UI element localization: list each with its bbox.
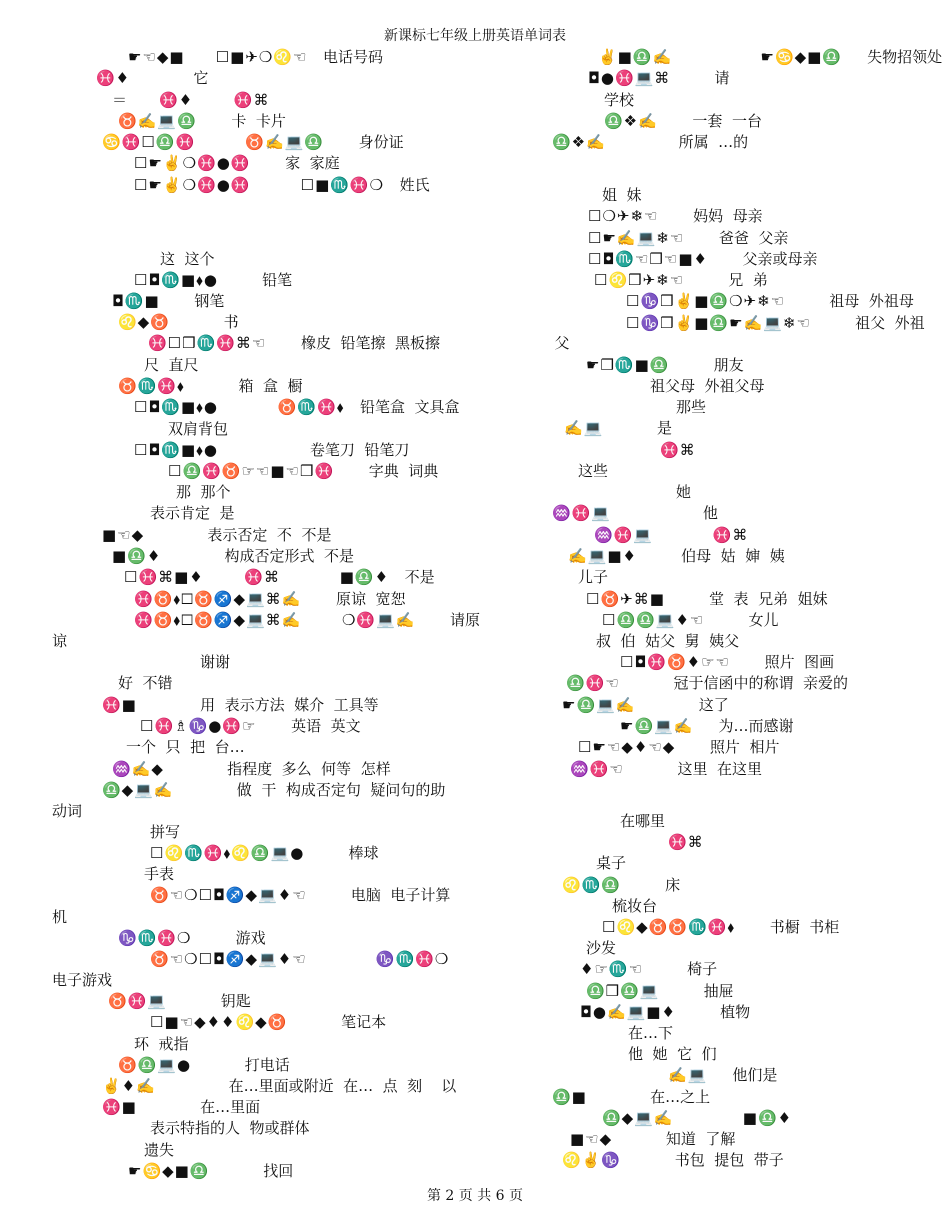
vocab-text: 一套 一台 bbox=[663, 112, 762, 130]
garbled-phonetic: ☐♎♓♉☞☜■☜❒♓ bbox=[168, 462, 335, 480]
garbled-phonetic: ♌✌♑ bbox=[562, 1151, 622, 1169]
vocab-text: 笔记本 bbox=[293, 1013, 387, 1031]
vocab-text: 他 她 它 们 bbox=[628, 1045, 717, 1063]
garbled-phonetic: ☛♋◆■♎ bbox=[760, 48, 843, 66]
vocab-text: 铅笔 bbox=[224, 271, 293, 289]
vocab-entry bbox=[112, 760, 397, 779]
vocab-entry bbox=[144, 865, 180, 884]
vocab-text bbox=[191, 48, 210, 66]
garbled-phonetic: ☐♓♗♑●♓☞ bbox=[140, 717, 257, 735]
garbled-phonetic: ♓☐❒♏♓⌘☜ bbox=[148, 334, 267, 352]
garbled-phonetic: ☐☛✌❍♓●♓ bbox=[134, 176, 251, 194]
vocab-text bbox=[256, 176, 294, 194]
garbled-phonetic: ♓♦ bbox=[96, 69, 131, 87]
vocab-text: 书包 提包 带子 bbox=[627, 1151, 784, 1169]
vocab-text: 箱 盒 橱 bbox=[190, 377, 303, 395]
vocab-entry bbox=[650, 377, 771, 396]
vocab-entry bbox=[118, 377, 309, 396]
vocab-entry bbox=[628, 1024, 679, 1043]
vocab-text: 请原 bbox=[421, 611, 481, 629]
vocab-text: 不是 bbox=[395, 568, 435, 586]
vocab-entry bbox=[150, 950, 455, 969]
vocab-text: 做 干 构成否定句 疑问句的助 bbox=[179, 781, 446, 799]
vocab-text bbox=[199, 91, 228, 109]
vocab-text: 在…里面或附近 在… 点 刻 以 bbox=[161, 1077, 457, 1095]
garbled-phonetic: ♓♦ bbox=[159, 91, 194, 109]
vocab-text: 谢谢 bbox=[200, 653, 231, 671]
vocab-text: 这 这个 bbox=[160, 250, 215, 268]
garbled-phonetic: ☐■✈❍♌☜ bbox=[215, 48, 308, 66]
vocab-text: 冠于信函中的称谓 亲爱的 bbox=[625, 674, 849, 692]
garbled-phonetic: ■♎♦ bbox=[339, 568, 390, 586]
vocab-entry bbox=[562, 876, 686, 895]
vocab-entry bbox=[580, 960, 723, 979]
vocab-text: 身份证 bbox=[330, 133, 404, 151]
vocab-text bbox=[224, 398, 272, 416]
vocab-text: 儿子 bbox=[578, 568, 609, 586]
vocab-entry bbox=[144, 356, 205, 375]
vocab-text: 学校 bbox=[604, 91, 635, 109]
garbled-phonetic: ◘●✍💻■♦ bbox=[580, 1003, 676, 1021]
vocab-entry bbox=[562, 696, 735, 715]
vocab-entry bbox=[676, 398, 712, 417]
vocab-entry bbox=[160, 250, 221, 269]
garbled-phonetic: ■♎♦ bbox=[112, 547, 162, 565]
vocab-entry bbox=[602, 918, 845, 937]
vocab-entry bbox=[144, 1141, 180, 1160]
vocab-entry bbox=[148, 334, 576, 353]
vocab-entry bbox=[620, 653, 840, 672]
vocab-entry bbox=[586, 939, 622, 958]
vocab-text: 家 家庭 bbox=[256, 154, 340, 172]
vocab-text: 沙发 bbox=[586, 939, 617, 957]
vocab-text: 伯母 姑 婶 姨 bbox=[642, 547, 785, 565]
vocab-entry bbox=[596, 632, 745, 651]
vocab-text: 在…下 bbox=[628, 1024, 674, 1042]
vocab-entry bbox=[176, 483, 237, 502]
garbled-phonetic: ◘●♓💻⌘ bbox=[588, 69, 671, 87]
vocab-text bbox=[286, 568, 334, 586]
vocab-entry bbox=[570, 760, 768, 779]
garbled-phonetic: ☐◘♓♉♦☞☜ bbox=[620, 653, 731, 671]
vocab-text: 橡皮 铅笔擦 黑板擦 父 bbox=[272, 334, 570, 352]
vocab-text: 他 bbox=[617, 504, 718, 522]
garbled-phonetic: ☛❒♏■♎ bbox=[586, 356, 670, 374]
garbled-phonetic: ☐◘♏■⬧● bbox=[134, 398, 219, 416]
vocab-entry bbox=[118, 313, 245, 332]
vocab-text: 字典 词典 bbox=[340, 462, 439, 480]
vocab-entry bbox=[620, 812, 671, 831]
vocab-text: 请 bbox=[676, 69, 730, 87]
vocab-text: 所属 …的 bbox=[611, 133, 749, 151]
vocab-entry bbox=[150, 823, 186, 842]
vocab-entry bbox=[150, 1013, 392, 1032]
garbled-phonetic: ☐◘♏■⬧● bbox=[134, 441, 219, 459]
vocab-entry bbox=[562, 1151, 790, 1170]
garbled-phonetic: ☐♉✈⌘■ bbox=[586, 590, 665, 608]
garbled-phonetic: ☛♎💻✍ bbox=[562, 696, 636, 714]
vocab-text: 尺 直尺 bbox=[144, 356, 199, 374]
vocab-text: 女儿 bbox=[710, 611, 779, 629]
vocab-text bbox=[678, 48, 754, 66]
garbled-phonetic: ♋♓☐♎♓ bbox=[102, 133, 196, 151]
vocab-text bbox=[307, 611, 336, 629]
vocab-text: 是 bbox=[609, 419, 673, 437]
vocab-entry bbox=[588, 69, 735, 88]
garbled-phonetic: ■☜◆ bbox=[102, 526, 145, 544]
vocab-entry bbox=[112, 292, 230, 311]
garbled-phonetic: ☛☜◆■ bbox=[128, 48, 185, 66]
vocab-text: 植物 bbox=[681, 1003, 751, 1021]
vocab-text: 它 bbox=[136, 69, 209, 87]
vocab-entry bbox=[620, 717, 800, 736]
garbled-phonetic: ♓♉⬧☐♉♐◆💻⌘✍ bbox=[134, 590, 302, 608]
garbled-phonetic: ♉♓💻 bbox=[108, 992, 168, 1010]
vocab-entry bbox=[134, 271, 298, 290]
garbled-phonetic: ☐♓⌘■♦ bbox=[124, 568, 204, 586]
garbled-phonetic: ♎❖✍ bbox=[552, 133, 606, 151]
garbled-phonetic: ☐☛✍💻❄☜ bbox=[588, 229, 685, 247]
vocab-text: 环 戒指 bbox=[134, 1035, 189, 1053]
garbled-phonetic: ♒♓☜ bbox=[570, 760, 624, 778]
vocab-entry bbox=[588, 229, 794, 248]
vocab-text: 卡 卡片 bbox=[202, 112, 286, 130]
vocab-entry bbox=[594, 271, 774, 290]
garbled-phonetic: ☐♎♎💻♦☜ bbox=[602, 611, 705, 629]
vocab-text: 父亲或母亲 bbox=[713, 250, 818, 268]
vocab-entry bbox=[134, 441, 415, 460]
vocab-entry bbox=[124, 568, 441, 587]
garbled-phonetic: ♒♓💻 bbox=[552, 504, 612, 522]
vocab-entry bbox=[596, 854, 632, 873]
vocab-entry bbox=[566, 674, 854, 693]
garbled-phonetic: ♉♎💻● bbox=[118, 1056, 192, 1074]
vocab-entry bbox=[102, 781, 451, 800]
vocab-entry bbox=[586, 356, 750, 375]
vocab-text bbox=[680, 1109, 737, 1127]
vocab-entry bbox=[168, 462, 444, 481]
vocab-entry bbox=[568, 547, 791, 566]
vocab-text: 姓氏 bbox=[390, 176, 430, 194]
vocab-entry bbox=[140, 717, 367, 736]
garbled-phonetic: ✍💻 bbox=[668, 1066, 708, 1084]
vocab-text bbox=[210, 568, 239, 586]
vocab-entry bbox=[112, 91, 276, 110]
garbled-phonetic: ♎❒♎💻 bbox=[586, 982, 660, 1000]
garbled-phonetic: ♒✍◆ bbox=[112, 760, 164, 778]
vocab-text: 这了 bbox=[641, 696, 729, 714]
garbled-phonetic: ♌◆♉ bbox=[118, 313, 170, 331]
garbled-phonetic: ☐☛✌❍♓●♓ bbox=[134, 154, 251, 172]
vocab-text: 在…之上 bbox=[592, 1088, 711, 1106]
garbled-phonetic: ☐♌♏♓⬧♌♎💻● bbox=[150, 844, 305, 862]
garbled-phonetic: ♓⌘ bbox=[233, 91, 270, 109]
vocab-text: 他们是 bbox=[713, 1066, 778, 1084]
vocab-text: 那 那个 bbox=[176, 483, 231, 501]
vocab-text: 梳妆台 bbox=[612, 897, 658, 915]
garbled-phonetic: ♓⌘ bbox=[712, 526, 749, 544]
vocab-entry bbox=[564, 419, 678, 438]
vocab-text: 表示否定 不 不是 bbox=[150, 526, 332, 544]
page-header: 新课标七年级上册英语单词表 bbox=[384, 28, 566, 44]
garbled-phonetic: ♉☜❍☐◘♐◆💻♦☜ bbox=[150, 886, 307, 904]
vocab-text: 电脑 电子计算 bbox=[312, 886, 451, 904]
garbled-phonetic: ♑♏♓❍ bbox=[118, 929, 192, 947]
page-footer: 第 2 页 共 6 页 bbox=[426, 1188, 524, 1204]
vocab-entry bbox=[594, 526, 754, 545]
vocab-entry bbox=[52, 971, 118, 990]
vocab-text: 朋友 bbox=[675, 356, 744, 374]
vocab-entry bbox=[626, 292, 920, 311]
vocab-entry bbox=[118, 112, 292, 131]
garbled-phonetic: ♉✍💻♎ bbox=[245, 133, 325, 151]
vocab-entry bbox=[118, 929, 272, 948]
vocab-entry bbox=[96, 69, 214, 88]
garbled-phonetic: ♎❖✍ bbox=[604, 112, 658, 130]
vocab-text: 祖父母 外祖父母 bbox=[650, 377, 765, 395]
vocab-text bbox=[134, 91, 153, 109]
vocab-entry bbox=[626, 314, 931, 333]
garbled-phonetic: ◘♏■ bbox=[112, 292, 160, 310]
vocab-text: 祖父 外祖 bbox=[816, 314, 925, 332]
garbled-phonetic: ■☜◆ bbox=[570, 1130, 613, 1148]
garbled-phonetic: ＝ bbox=[112, 91, 129, 109]
vocab-entry bbox=[578, 462, 614, 481]
vocab-text: 钥匙 bbox=[173, 992, 251, 1010]
vocab-text: 卷笔刀 铅笔刀 bbox=[224, 441, 410, 459]
vocab-entry bbox=[628, 1045, 723, 1064]
garbled-phonetic: ♓■ bbox=[102, 696, 137, 714]
garbled-phonetic: ♎◆💻✍ bbox=[602, 1109, 674, 1127]
garbled-phonetic: ☛♋◆■♎ bbox=[128, 1162, 210, 1180]
garbled-phonetic: ☐◘♏■⬧● bbox=[134, 271, 219, 289]
vocab-text: 书橱 书柜 bbox=[741, 918, 840, 936]
vocab-entry bbox=[580, 1003, 756, 1022]
vocab-entry bbox=[168, 420, 234, 439]
vocab-entry bbox=[588, 250, 824, 269]
garbled-phonetic: ☛♎💻✍ bbox=[620, 717, 694, 735]
vocab-entry bbox=[552, 1088, 716, 1107]
garbled-phonetic: ♉♏♓⬧ bbox=[277, 398, 345, 416]
vocab-text bbox=[201, 133, 239, 151]
vocab-text: 她 bbox=[676, 483, 692, 501]
garbled-phonetic: ♉♏♓⬧ bbox=[118, 377, 185, 395]
garbled-phonetic: ♓⌘ bbox=[244, 568, 281, 586]
vocab-entry bbox=[134, 154, 346, 173]
vocab-text: 爸爸 父亲 bbox=[690, 229, 789, 247]
vocab-entry bbox=[586, 982, 740, 1001]
vocab-entry bbox=[108, 992, 257, 1011]
vocab-text: 祖母 外祖母 bbox=[791, 292, 914, 310]
vocab-entry bbox=[102, 133, 410, 152]
garbled-phonetic: ☐☛☜◆♦☜◆ bbox=[578, 738, 676, 756]
vocab-text: 妈妈 母亲 bbox=[664, 207, 763, 225]
vocab-text: 桌子 bbox=[596, 854, 627, 872]
vocab-entry bbox=[118, 1056, 296, 1075]
vocab-entry bbox=[604, 112, 768, 131]
garbled-phonetic: ♎♓☜ bbox=[566, 674, 620, 692]
vocab-entry bbox=[552, 504, 724, 523]
vocab-entry bbox=[134, 176, 436, 195]
vocab-text: 兄 弟 bbox=[690, 271, 768, 289]
vocab-text: 好 不错 bbox=[118, 674, 173, 692]
garbled-phonetic: ♉✍💻♎ bbox=[118, 112, 197, 130]
vocab-entry bbox=[602, 1109, 798, 1128]
garbled-phonetic: ♦☞♏☜ bbox=[580, 960, 644, 978]
vocab-entry bbox=[602, 611, 785, 630]
vocab-text: 原谅 宽恕 bbox=[307, 590, 406, 608]
vocab-text: 表示特指的人 物或群体 bbox=[150, 1119, 310, 1137]
vocab-text: 姐 妹 bbox=[602, 186, 642, 204]
vocab-text bbox=[659, 526, 707, 544]
vocab-entry bbox=[660, 441, 702, 460]
vocab-text: 床 bbox=[627, 876, 681, 894]
vocab-entry bbox=[150, 886, 456, 905]
vocab-text: 游戏 bbox=[197, 929, 266, 947]
vocab-text: 抽屉 bbox=[665, 982, 734, 1000]
garbled-phonetic: ☐♌❒✈❄☜ bbox=[594, 271, 685, 289]
vocab-entry bbox=[668, 833, 710, 852]
vocab-text: 电子游戏 bbox=[52, 971, 113, 989]
vocab-entry bbox=[134, 398, 466, 417]
vocab-text: 这些 bbox=[578, 462, 609, 480]
garbled-phonetic: ✌♦✍ bbox=[102, 1077, 156, 1095]
vocab-entry bbox=[552, 133, 754, 152]
vocab-entry bbox=[102, 526, 337, 545]
vocab-entry bbox=[150, 1119, 316, 1138]
vocab-entry bbox=[112, 547, 360, 566]
vocab-text: 谅 bbox=[52, 632, 68, 650]
garbled-phonetic: ☐■♏♓❍ bbox=[300, 176, 385, 194]
garbled-phonetic: ✍💻 bbox=[564, 419, 604, 437]
vocab-entry bbox=[118, 674, 179, 693]
vocab-entry bbox=[134, 1035, 195, 1054]
garbled-phonetic: ☐♌◆♉♉♏♓⬧ bbox=[602, 918, 736, 936]
vocab-entry bbox=[128, 48, 389, 67]
vocab-text: 棒球 bbox=[310, 844, 379, 862]
vocab-text: 一个 只 把 台… bbox=[126, 738, 245, 756]
vocab-text: 找回 bbox=[215, 1162, 294, 1180]
garbled-phonetic: ♓♉⬧☐♉♐◆💻⌘✍ bbox=[134, 611, 302, 629]
garbled-phonetic: ♓■ bbox=[102, 1098, 137, 1116]
vocab-entry bbox=[52, 802, 88, 821]
vocab-text: 表示肯定 是 bbox=[150, 504, 235, 522]
vocab-text: 用 表示方法 媒介 工具等 bbox=[142, 696, 379, 714]
vocab-text: 打电话 bbox=[197, 1056, 290, 1074]
vocab-entry bbox=[102, 1077, 462, 1096]
vocab-text: 手表 bbox=[144, 865, 175, 883]
vocab-text: 铅笔盒 文具盒 bbox=[350, 398, 460, 416]
vocab-text: 指程度 多么 何等 怎样 bbox=[169, 760, 391, 778]
vocab-entry bbox=[612, 897, 663, 916]
vocab-entry bbox=[578, 738, 785, 757]
vocab-entry bbox=[150, 844, 385, 863]
vocab-text: 在哪里 bbox=[620, 812, 666, 830]
garbled-phonetic: ♎◆💻✍ bbox=[102, 781, 174, 799]
garbled-phonetic: ☐◘♏☜❒☜■♦ bbox=[588, 250, 708, 268]
vocab-text: 照片 图画 bbox=[736, 653, 835, 671]
garbled-phonetic: ❍♓💻✍ bbox=[341, 611, 416, 629]
vocab-text bbox=[313, 950, 370, 968]
vocab-text: 机 bbox=[52, 908, 68, 926]
vocab-text: 英语 英文 bbox=[262, 717, 361, 735]
vocab-entry bbox=[126, 738, 251, 757]
vocab-entry bbox=[52, 632, 73, 651]
vocab-text: 电话号码 bbox=[313, 48, 383, 66]
vocab-entry bbox=[200, 653, 236, 672]
vocab-text: 叔 伯 姑父 舅 姨父 bbox=[596, 632, 740, 650]
vocab-text: 拼写 bbox=[150, 823, 181, 841]
vocab-text: 椅子 bbox=[649, 960, 718, 978]
garbled-phonetic: ☐♑❒✌■♎☛✍💻❄☜ bbox=[626, 314, 811, 332]
vocab-entry bbox=[128, 1162, 299, 1181]
vocab-text: 双肩背包 bbox=[168, 420, 229, 438]
garbled-phonetic: ♉☜❍☐◘♐◆💻♦☜ bbox=[150, 950, 307, 968]
vocab-entry bbox=[598, 48, 948, 67]
garbled-phonetic: ♓⌘ bbox=[668, 833, 704, 851]
vocab-text: 那些 bbox=[676, 398, 707, 416]
vocab-entry bbox=[102, 1098, 266, 1117]
garbled-phonetic: ✌■♎✍ bbox=[598, 48, 673, 66]
vocab-entry bbox=[134, 590, 412, 609]
garbled-phonetic: ☐♑❒✌■♎❍✈❄☜ bbox=[626, 292, 786, 310]
vocab-entry bbox=[52, 908, 73, 927]
vocab-text: 为…而感谢 bbox=[699, 717, 794, 735]
garbled-phonetic: ☐❍✈❄☜ bbox=[588, 207, 659, 225]
vocab-text: 照片 相片 bbox=[681, 738, 780, 756]
vocab-text: 失物招领处 bbox=[848, 48, 943, 66]
vocab-text: 知道 了解 bbox=[618, 1130, 736, 1148]
garbled-phonetic: ■♎♦ bbox=[742, 1109, 793, 1127]
vocab-text: 堂 表 兄弟 姐妹 bbox=[670, 590, 828, 608]
vocab-entry bbox=[134, 611, 486, 630]
vocab-entry bbox=[150, 504, 241, 523]
garbled-phonetic: ♑♏♓❍ bbox=[375, 950, 450, 968]
vocab-text: 这里 在这里 bbox=[629, 760, 763, 778]
garbled-phonetic: ♎■ bbox=[552, 1088, 587, 1106]
vocab-entry bbox=[588, 207, 769, 226]
vocab-entry bbox=[578, 568, 614, 587]
vocab-text: 遗失 bbox=[144, 1141, 175, 1159]
vocab-text: 动词 bbox=[52, 802, 83, 820]
vocab-entry bbox=[102, 696, 385, 715]
garbled-phonetic: ♓⌘ bbox=[660, 441, 696, 459]
garbled-phonetic: ♒♓💻 bbox=[594, 526, 654, 544]
vocab-entry bbox=[676, 483, 697, 502]
vocab-entry bbox=[668, 1066, 783, 1085]
vocab-entry bbox=[570, 1130, 741, 1149]
vocab-entry bbox=[602, 186, 648, 205]
vocab-text: 书 bbox=[175, 313, 239, 331]
vocab-entry bbox=[604, 91, 640, 110]
vocab-text: 构成否定形式 不是 bbox=[167, 547, 355, 565]
vocab-entry bbox=[586, 590, 834, 609]
garbled-phonetic: ♌♏♎ bbox=[562, 876, 622, 894]
vocab-text: 在…里面 bbox=[142, 1098, 261, 1116]
garbled-phonetic: ✍💻■♦ bbox=[568, 547, 637, 565]
garbled-phonetic: ☐■☜◆♦♦♌◆♉ bbox=[150, 1013, 288, 1031]
vocab-text: 钢笔 bbox=[165, 292, 225, 310]
